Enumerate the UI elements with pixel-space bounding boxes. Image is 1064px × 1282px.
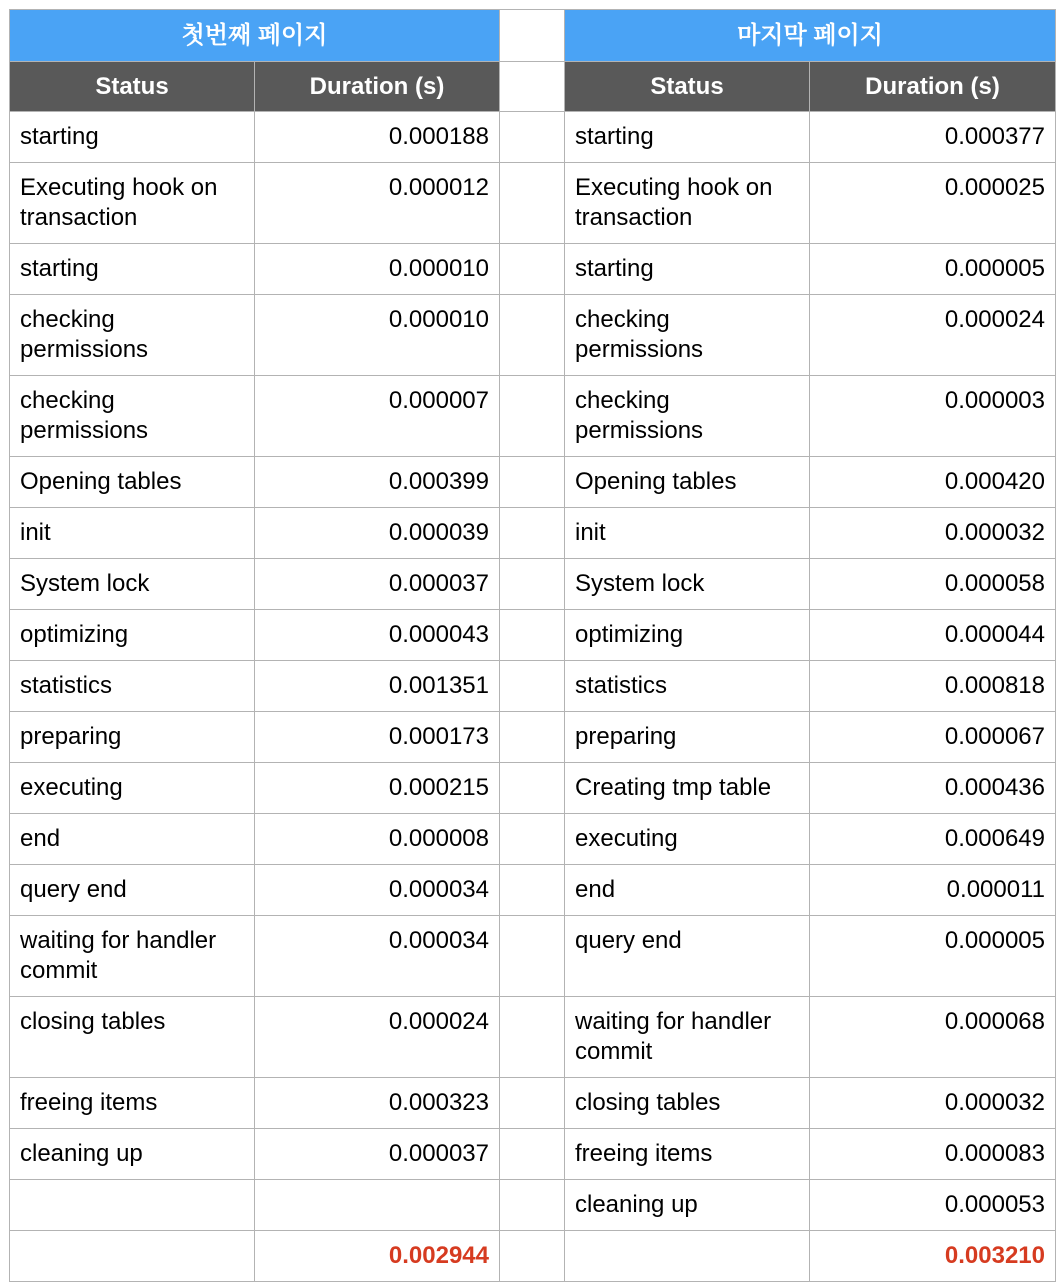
left-status-cell: System lock bbox=[10, 559, 255, 610]
left-duration-cell: 0.000037 bbox=[255, 1129, 500, 1180]
right-duration-cell: 0.000083 bbox=[810, 1129, 1056, 1180]
column-gap bbox=[500, 997, 565, 1078]
left-duration-cell: 0.000173 bbox=[255, 712, 500, 763]
table-row bbox=[10, 610, 1056, 661]
column-gap bbox=[500, 865, 565, 916]
right-duration-cell: 0.000005 bbox=[810, 916, 1056, 997]
left-status-cell: cleaning up bbox=[10, 1129, 255, 1180]
left-status-cell: Executing hook on transaction bbox=[10, 163, 255, 244]
right-status-cell: Executing hook on transaction bbox=[565, 163, 810, 244]
table-row bbox=[10, 508, 1056, 559]
right-status-header: Status bbox=[565, 62, 810, 112]
table-row bbox=[10, 661, 1056, 712]
left-status-cell: starting bbox=[10, 244, 255, 295]
table-row bbox=[10, 376, 1056, 457]
left-duration-cell: 0.000034 bbox=[255, 865, 500, 916]
column-gap bbox=[500, 763, 565, 814]
column-gap bbox=[500, 295, 565, 376]
left-status-cell: executing bbox=[10, 763, 255, 814]
right-status-cell: query end bbox=[565, 916, 810, 997]
left-status-cell: checking permissions bbox=[10, 295, 255, 376]
left-status-cell: optimizing bbox=[10, 610, 255, 661]
left-duration-cell: 0.000012 bbox=[255, 163, 500, 244]
right-status-cell: Creating tmp table bbox=[565, 763, 810, 814]
right-duration-cell: 0.000044 bbox=[810, 610, 1056, 661]
left-status-cell: starting bbox=[10, 112, 255, 163]
right-duration-cell: 0.000005 bbox=[810, 244, 1056, 295]
right-status-cell: freeing items bbox=[565, 1129, 810, 1180]
right-status-cell: executing bbox=[565, 814, 810, 865]
left-duration-cell: 0.000034 bbox=[255, 916, 500, 997]
left-duration-cell: 0.000010 bbox=[255, 244, 500, 295]
right-status-cell: starting bbox=[565, 244, 810, 295]
table-row bbox=[10, 763, 1056, 814]
column-gap bbox=[500, 508, 565, 559]
column-gap bbox=[500, 376, 565, 457]
left-status-cell bbox=[10, 1180, 255, 1231]
right-status-cell: waiting for handler commit bbox=[565, 997, 810, 1078]
table-row bbox=[10, 1129, 1056, 1180]
right-duration-cell: 0.000067 bbox=[810, 712, 1056, 763]
column-gap bbox=[500, 1180, 565, 1231]
right-duration-cell: 0.000058 bbox=[810, 559, 1056, 610]
right-status-cell: System lock bbox=[565, 559, 810, 610]
right-status-cell: checking permissions bbox=[565, 376, 810, 457]
left-duration-cell: 0.000399 bbox=[255, 457, 500, 508]
left-duration-cell: 0.000007 bbox=[255, 376, 500, 457]
table-row bbox=[10, 1078, 1056, 1129]
left-duration-cell: 0.000043 bbox=[255, 610, 500, 661]
left-duration-cell: 0.000037 bbox=[255, 559, 500, 610]
comparison-table bbox=[9, 9, 1056, 1282]
column-gap bbox=[500, 1129, 565, 1180]
right-duration-header: Duration (s) bbox=[810, 62, 1056, 112]
table-row bbox=[10, 559, 1056, 610]
table-row bbox=[10, 295, 1056, 376]
left-status-cell: init bbox=[10, 508, 255, 559]
left-status-cell: freeing items bbox=[10, 1078, 255, 1129]
left-status-header: Status bbox=[10, 62, 255, 112]
table-row bbox=[10, 865, 1056, 916]
left-duration-cell: 0.000008 bbox=[255, 814, 500, 865]
right-duration-cell: 0.000003 bbox=[810, 376, 1056, 457]
table-row bbox=[10, 814, 1056, 865]
right-status-cell: cleaning up bbox=[565, 1180, 810, 1231]
left-status-cell: query end bbox=[10, 865, 255, 916]
left-table-title: 첫번째 페이지 bbox=[10, 10, 500, 62]
column-gap bbox=[500, 559, 565, 610]
right-duration-cell: 0.000011 bbox=[810, 865, 1056, 916]
right-status-cell: checking permissions bbox=[565, 295, 810, 376]
right-duration-cell: 0.000420 bbox=[810, 457, 1056, 508]
header-row bbox=[10, 62, 1056, 112]
column-gap bbox=[500, 712, 565, 763]
column-gap bbox=[500, 163, 565, 244]
column-gap bbox=[500, 916, 565, 997]
right-status-cell: closing tables bbox=[565, 1078, 810, 1129]
table-row bbox=[10, 244, 1056, 295]
left-duration-cell: 0.000024 bbox=[255, 997, 500, 1078]
right-status-cell: statistics bbox=[565, 661, 810, 712]
left-status-cell: Opening tables bbox=[10, 457, 255, 508]
right-duration-cell: 0.000025 bbox=[810, 163, 1056, 244]
right-duration-cell: 0.000377 bbox=[810, 112, 1056, 163]
left-duration-cell: 0.000188 bbox=[255, 112, 500, 163]
right-table-title: 마지막 페이지 bbox=[565, 10, 1056, 62]
column-gap bbox=[500, 457, 565, 508]
right-status-cell: init bbox=[565, 508, 810, 559]
left-duration-cell: 0.000039 bbox=[255, 508, 500, 559]
column-gap bbox=[500, 610, 565, 661]
right-status-cell: preparing bbox=[565, 712, 810, 763]
right-status-cell: optimizing bbox=[565, 610, 810, 661]
column-gap bbox=[500, 1078, 565, 1129]
right-status-cell: Opening tables bbox=[565, 457, 810, 508]
left-status-cell: end bbox=[10, 814, 255, 865]
table-row bbox=[10, 916, 1056, 997]
column-gap bbox=[500, 10, 565, 62]
left-status-cell: checking permissions bbox=[10, 376, 255, 457]
table-row bbox=[10, 1180, 1056, 1231]
table-row bbox=[10, 457, 1056, 508]
column-gap bbox=[500, 814, 565, 865]
right-total-value: 0.003210 bbox=[810, 1231, 1056, 1282]
title-row bbox=[10, 10, 1056, 62]
right-duration-cell: 0.000053 bbox=[810, 1180, 1056, 1231]
left-duration-cell: 0.000215 bbox=[255, 763, 500, 814]
right-duration-cell: 0.000436 bbox=[810, 763, 1056, 814]
left-status-cell: closing tables bbox=[10, 997, 255, 1078]
left-duration-header: Duration (s) bbox=[255, 62, 500, 112]
right-duration-cell: 0.000068 bbox=[810, 997, 1056, 1078]
left-status-cell: statistics bbox=[10, 661, 255, 712]
left-duration-cell: 0.000323 bbox=[255, 1078, 500, 1129]
column-gap bbox=[500, 244, 565, 295]
table-body bbox=[10, 112, 1056, 1231]
right-duration-cell: 0.000032 bbox=[810, 1078, 1056, 1129]
table-row bbox=[10, 997, 1056, 1078]
left-duration-cell: 0.000010 bbox=[255, 295, 500, 376]
right-duration-cell: 0.000649 bbox=[810, 814, 1056, 865]
left-duration-cell bbox=[255, 1180, 500, 1231]
column-gap bbox=[500, 62, 565, 112]
right-duration-cell: 0.000024 bbox=[810, 295, 1056, 376]
column-gap bbox=[500, 661, 565, 712]
right-status-cell: end bbox=[565, 865, 810, 916]
table-row bbox=[10, 712, 1056, 763]
left-total-value: 0.002944 bbox=[255, 1231, 500, 1282]
table-row bbox=[10, 163, 1056, 244]
right-status-cell: starting bbox=[565, 112, 810, 163]
right-duration-cell: 0.000032 bbox=[810, 508, 1056, 559]
table-row bbox=[10, 112, 1056, 163]
right-duration-cell: 0.000818 bbox=[810, 661, 1056, 712]
left-duration-cell: 0.001351 bbox=[255, 661, 500, 712]
left-status-cell: waiting for handler commit bbox=[10, 916, 255, 997]
left-status-cell: preparing bbox=[10, 712, 255, 763]
column-gap bbox=[500, 112, 565, 163]
